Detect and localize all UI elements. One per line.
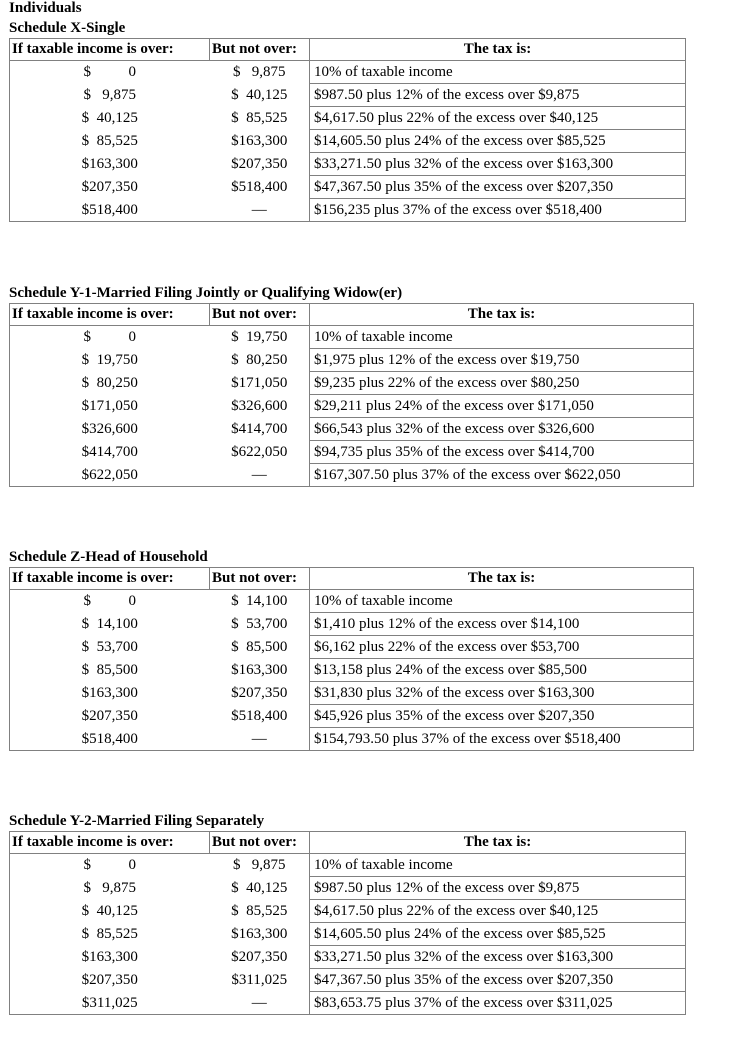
tax-formula-cell: $47,367.50 plus 35% of the excess over $207,350 (310, 969, 686, 992)
bracket-not-over-cell: $622,050 (231, 444, 288, 460)
bracket-not-over-cell: — (251, 466, 267, 483)
bracket-over-cell: $ 40,125 (81, 110, 138, 126)
bracket-not-over-cell: $ 9,875 (233, 64, 286, 81)
tax-formula-cell: $83,653.75 plus 37% of the excess over $311,025 (310, 992, 686, 1015)
tax-formula-cell: $47,367.50 plus 35% of the excess over $207,350 (310, 176, 686, 199)
bracket-over-cell: $ 0 (83, 593, 136, 610)
tax-table (9, 567, 694, 751)
bracket-not-over-cell: $163,300 (231, 133, 288, 149)
tax-formula-cell: $1,410 plus 12% of the excess over $14,100 (310, 613, 694, 636)
bracket-over-cell: $ 0 (83, 64, 136, 81)
tax-formula-cell: $14,605.50 plus 24% of the excess over $85,525 (310, 130, 686, 153)
bracket-over-cell: $ 19,750 (81, 352, 138, 368)
column-header-over: If taxable income is over: (10, 568, 210, 590)
tax-table (9, 831, 686, 1015)
bracket-over-cell: $ 85,525 (81, 926, 138, 942)
bracket-not-over-cell: $ 53,700 (231, 616, 288, 632)
column-header-over: If taxable income is over: (10, 39, 210, 61)
tax-formula-cell: $33,271.50 plus 32% of the excess over $163,300 (310, 153, 686, 176)
bracket-not-over-cell: $207,350 (231, 949, 288, 965)
tax-formula-cell: $987.50 plus 12% of the excess over $9,875 (310, 877, 686, 900)
table-row (10, 199, 686, 222)
table-row (10, 153, 686, 176)
tax-formula-cell: $4,617.50 plus 22% of the excess over $40,125 (310, 107, 686, 130)
table-row (10, 636, 694, 659)
bracket-over-cell: $163,300 (81, 156, 138, 172)
table-row (10, 326, 694, 349)
schedule-x-single (9, 19, 686, 222)
table-row (10, 877, 686, 900)
tax-formula-cell: 10% of taxable income (310, 61, 686, 84)
bracket-not-over-cell: $ 85,525 (231, 903, 288, 919)
bracket-over-cell: $ 53,700 (81, 639, 138, 655)
bracket-not-over-cell: — (251, 994, 267, 1011)
column-header-not-over: But not over: (210, 304, 310, 326)
table-row (10, 946, 686, 969)
tax-formula-cell: $167,307.50 plus 37% of the excess over $622,050 (310, 464, 694, 487)
column-header-tax: The tax is: (310, 39, 686, 61)
page-title: Individuals (9, 0, 82, 16)
bracket-not-over-cell: $ 85,525 (231, 110, 288, 126)
bracket-not-over-cell: $163,300 (231, 662, 288, 678)
bracket-not-over-cell: — (251, 730, 267, 747)
bracket-not-over-cell: $414,700 (231, 421, 288, 437)
tax-formula-cell: $94,735 plus 35% of the excess over $414,700 (310, 441, 694, 464)
bracket-over-cell: $ 40,125 (81, 903, 138, 919)
bracket-not-over-cell: $207,350 (231, 156, 288, 172)
column-header-tax: The tax is: (310, 832, 686, 854)
tax-formula-cell: $156,235 plus 37% of the excess over $518,400 (310, 199, 686, 222)
tax-formula-cell: 10% of taxable income (310, 326, 694, 349)
bracket-not-over-cell: $ 40,125 (231, 87, 288, 103)
table-row (10, 992, 686, 1015)
bracket-over-cell: $ 0 (83, 329, 136, 346)
table-row (10, 176, 686, 199)
column-header-tax: The tax is: (310, 568, 694, 590)
bracket-over-cell: $207,350 (81, 708, 138, 724)
bracket-not-over-cell: $518,400 (231, 708, 288, 724)
schedule-title: Schedule X-Single (9, 20, 126, 36)
table-row (10, 923, 686, 946)
tax-formula-cell: 10% of taxable income (310, 590, 694, 613)
table-row (10, 728, 694, 751)
table-row (10, 107, 686, 130)
table-row (10, 705, 694, 728)
tax-formula-cell: $6,162 plus 22% of the excess over $53,700 (310, 636, 694, 659)
table-row (10, 84, 686, 107)
table-row (10, 969, 686, 992)
table-row (10, 395, 694, 418)
table-row (10, 854, 686, 877)
tax-formula-cell: $13,158 plus 24% of the excess over $85,500 (310, 659, 694, 682)
schedule-y1-married-jointly (9, 284, 694, 487)
tax-formula-cell: $45,926 plus 35% of the excess over $207,350 (310, 705, 694, 728)
bracket-over-cell: $ 85,500 (81, 662, 138, 678)
bracket-not-over-cell: — (251, 201, 267, 218)
bracket-over-cell: $ 0 (83, 857, 136, 874)
bracket-over-cell: $622,050 (81, 466, 138, 483)
column-header-over: If taxable income is over: (10, 832, 210, 854)
bracket-over-cell: $163,300 (81, 685, 138, 701)
bracket-not-over-cell: $163,300 (231, 926, 288, 942)
column-header-tax: The tax is: (310, 304, 694, 326)
tax-formula-cell: $66,543 plus 32% of the excess over $326,600 (310, 418, 694, 441)
tax-formula-cell: $9,235 plus 22% of the excess over $80,250 (310, 372, 694, 395)
bracket-over-cell: $ 80,250 (81, 375, 138, 391)
bracket-over-cell: $ 9,875 (83, 880, 136, 896)
tax-formula-cell: $14,605.50 plus 24% of the excess over $85,525 (310, 923, 686, 946)
bracket-not-over-cell: $518,400 (231, 179, 288, 195)
bracket-over-cell: $311,025 (81, 994, 138, 1011)
schedule-title: Schedule Y-2-Married Filing Separately (9, 813, 265, 829)
bracket-over-cell: $171,050 (81, 398, 138, 414)
tax-formula-cell: $4,617.50 plus 22% of the excess over $40,125 (310, 900, 686, 923)
bracket-not-over-cell: $ 19,750 (231, 329, 288, 346)
schedule-title: Schedule Y-1-Married Filing Jointly or Qualifying Widow(er) (9, 285, 403, 301)
table-row (10, 590, 694, 613)
tax-formula-cell: $29,211 plus 24% of the excess over $171,050 (310, 395, 694, 418)
table-row (10, 464, 694, 487)
column-header-over: If taxable income is over: (10, 304, 210, 326)
bracket-not-over-cell: $171,050 (231, 375, 288, 391)
table-row (10, 130, 686, 153)
column-header-not-over: But not over: (210, 39, 310, 61)
bracket-over-cell: $207,350 (81, 972, 138, 988)
tax-formula-cell: $987.50 plus 12% of the excess over $9,875 (310, 84, 686, 107)
bracket-not-over-cell: $326,600 (231, 398, 288, 414)
bracket-over-cell: $207,350 (81, 179, 138, 195)
bracket-over-cell: $ 85,525 (81, 133, 138, 149)
tax-table (9, 303, 694, 487)
bracket-not-over-cell: $ 9,875 (233, 857, 286, 874)
bracket-not-over-cell: $ 14,100 (231, 593, 288, 610)
tax-formula-cell: $33,271.50 plus 32% of the excess over $163,300 (310, 946, 686, 969)
tax-formula-cell: 10% of taxable income (310, 854, 686, 877)
bracket-not-over-cell: $ 80,250 (231, 352, 288, 368)
column-header-not-over: But not over: (210, 568, 310, 590)
table-row (10, 61, 686, 84)
table-row (10, 418, 694, 441)
table-row (10, 349, 694, 372)
table-row (10, 682, 694, 705)
bracket-over-cell: $ 14,100 (81, 616, 138, 632)
tax-formula-cell: $1,975 plus 12% of the excess over $19,750 (310, 349, 694, 372)
bracket-not-over-cell: $311,025 (231, 972, 288, 988)
bracket-over-cell: $414,700 (81, 444, 138, 460)
schedule-title: Schedule Z-Head of Household (9, 549, 208, 565)
tax-table (9, 38, 686, 222)
bracket-over-cell: $ 9,875 (83, 87, 136, 103)
bracket-not-over-cell: $ 85,500 (231, 639, 288, 655)
bracket-not-over-cell: $ 40,125 (231, 880, 288, 896)
tax-formula-cell: $31,830 plus 32% of the excess over $163,300 (310, 682, 694, 705)
table-row (10, 659, 694, 682)
tax-formula-cell: $154,793.50 plus 37% of the excess over $518,400 (310, 728, 694, 751)
bracket-over-cell: $518,400 (81, 730, 138, 747)
table-row (10, 900, 686, 923)
bracket-over-cell: $518,400 (81, 201, 138, 218)
column-header-not-over: But not over: (210, 832, 310, 854)
bracket-over-cell: $163,300 (81, 949, 138, 965)
table-row (10, 441, 694, 464)
bracket-over-cell: $326,600 (81, 421, 138, 437)
bracket-not-over-cell: $207,350 (231, 685, 288, 701)
schedule-y2-married-separately (9, 812, 686, 1015)
schedule-z-head-of-household (9, 548, 694, 751)
table-row (10, 372, 694, 395)
table-row (10, 613, 694, 636)
